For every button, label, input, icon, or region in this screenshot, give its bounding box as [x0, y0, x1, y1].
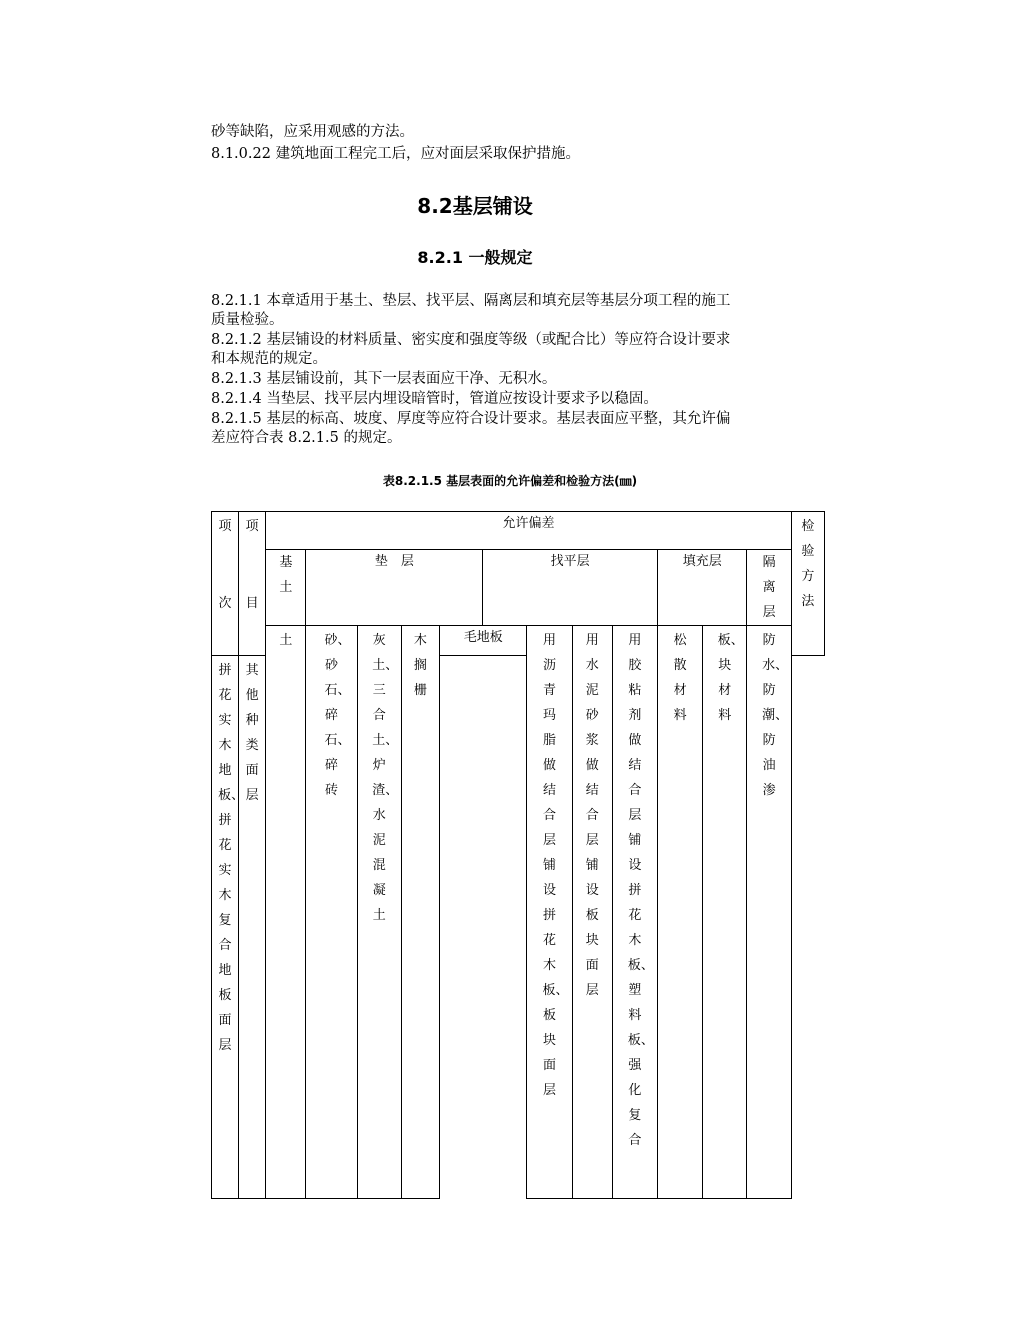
- header-filling: 填充层: [658, 550, 747, 626]
- header-item-no: [212, 512, 239, 656]
- col-lime-soil: 灰土、三合土、炉渣、水泥混凝土: [357, 626, 401, 1199]
- clause-8-1-0-22: 8.1.0.22 建筑地面工程完工后，应对面层采取保护措施。: [211, 146, 581, 162]
- clause-8-2-1-1-line2: 质量检验。: [211, 312, 284, 328]
- header-base-soil: 基土: [266, 550, 306, 626]
- header-cushion: 垫 层: [306, 550, 483, 626]
- col-wood-joist: 木搁栅: [401, 626, 439, 1199]
- header-item-no-top: 项: [218, 519, 232, 534]
- header-item-no-bottom: 次: [218, 596, 232, 611]
- col-cement-mortar: 用水泥砂浆做结合层铺设板块面层: [572, 626, 612, 1199]
- clause-8-2-1-2-line1: 8.2.1.2 基层铺设的材料质量、密实度和强度等级（或配合比）等应符合设计要求: [211, 332, 731, 348]
- section-heading: 8.2基层铺设: [417, 194, 533, 218]
- col-other-floor: 其他种类面层: [239, 656, 266, 1199]
- clause-8-2-1-5-line1: 8.2.1.5 基层的标高、坡度、厚度等应符合设计要求。基层表面应平整，其允许偏: [211, 411, 731, 427]
- header-check-method: 检验方法: [791, 512, 824, 656]
- clause-8-2-1-3: 8.2.1.3 基层铺设前，其下一层表面应干净、无积水。: [211, 371, 557, 387]
- header-rough-floor: 毛地板: [440, 626, 527, 656]
- clause-8-2-1-5-line2: 差应符合表 8.2.1.5 的规定。: [211, 430, 402, 446]
- col-sand-gravel: 砂、砂石、碎石、碎砖: [306, 626, 357, 1199]
- header-item-top: 项: [245, 519, 259, 534]
- clause-8-2-1-4: 8.2.1.4 当垫层、找平层内埋设暗管时，管道应按设计要求予以稳固。: [211, 391, 658, 407]
- col-waterproof: 防水、防潮、防油渗: [747, 626, 791, 1199]
- header-isolation: 隔离层: [747, 550, 791, 626]
- clause-8-2-1-1-line1: 8.2.1.1 本章适用于基土、垫层、找平层、隔离层和填充层等基层分项工程的施工: [211, 293, 731, 309]
- col-asphalt-mastic: 用沥青玛 脂做结合层铺设拼花木板、板块面层: [527, 626, 572, 1199]
- paragraph-continuation: 砂等缺陷，应采用观感的方法。: [211, 124, 414, 140]
- header-item-bottom: 目: [245, 596, 259, 611]
- clause-8-2-1-2-line2: 和本规范的规定。: [211, 351, 327, 367]
- header-allowed-deviation: 允许偏差: [266, 512, 792, 550]
- col-soil: 土: [266, 626, 306, 1199]
- col-adhesive: 用胶粘剂做结合层铺设拼花木板、塑料板、强化复合: [612, 626, 657, 1199]
- header-item: [239, 512, 266, 656]
- col-board-block: 板、块材料: [703, 626, 747, 1199]
- deviation-table: [211, 511, 825, 1199]
- col-parquet: 拼花实木地板、拼花实木复合地板面层: [212, 656, 239, 1199]
- header-leveling: 找平层: [483, 550, 658, 626]
- table-caption: 表8.2.1.5 基层表面的允许偏差和检验方法(㎜): [382, 474, 638, 488]
- col-loose-material: 松散材料: [658, 626, 703, 1199]
- subsection-heading: 8.2.1 一般规定: [417, 248, 533, 267]
